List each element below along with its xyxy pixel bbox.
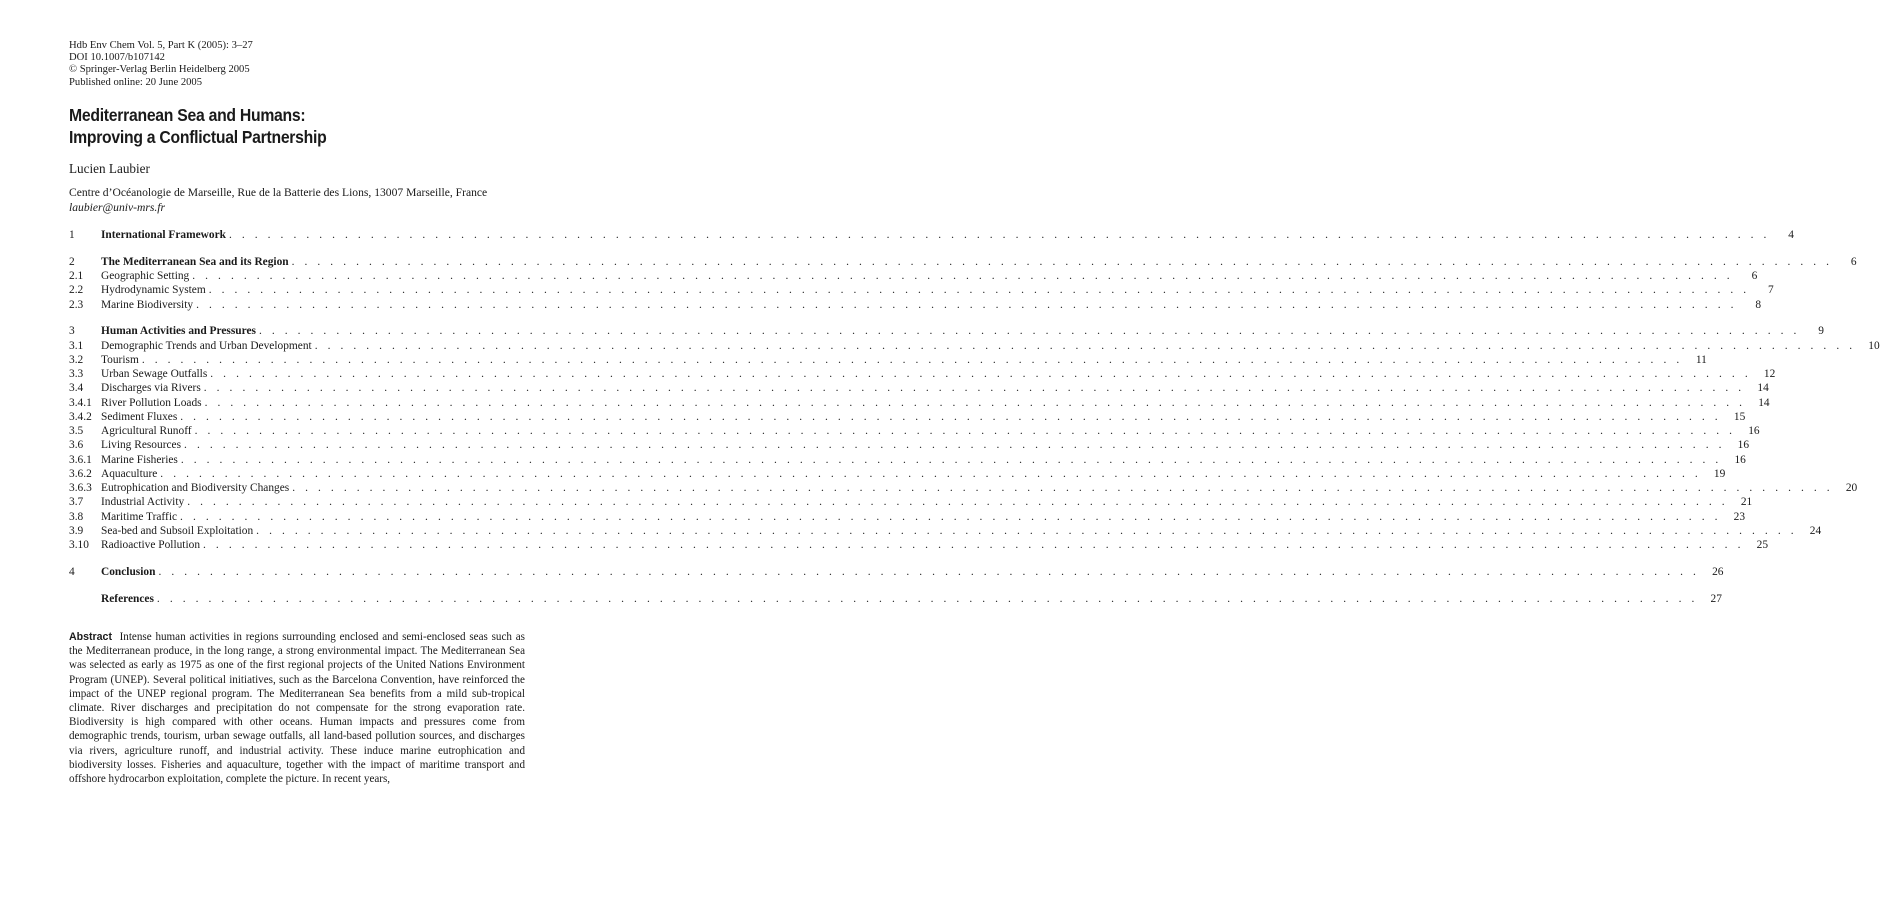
toc-entry-number: 3.1: [69, 339, 84, 352]
toc-entry-page: 25: [1756, 539, 1769, 551]
toc-dot-leader: . . . . . . . . . . . . . . . . . . . . . . . . . . . . . . . . . . . . . . . . . . . . . . . . . . . . . . . . . . . . . . . . . . . . . . . . . . . . . . . . . . . . . . . . . . . . . . . . . . . . . . . . . . . . . . . . . . . . . . . .: [180, 510, 1722, 523]
toc-entry-page: 11: [1695, 353, 1707, 366]
toc-dot-leader: . . . . . . . . . . . . . . . . . . . . . . . . . . . . . . . . . . . . . . . . . . . . . . . . . . . . . . . . . . . . . . . . . . . . . . . . . . . . . . . . . . . . . . . . . . . . . . . . . . . . . . . . . . . . . . . . . . . . . . . .: [258, 325, 1800, 338]
toc-entry-page: 16: [1734, 453, 1746, 466]
toc-entry-title: Conclusion: [101, 565, 156, 578]
toc-entry-title: Sediment Fluxes: [101, 410, 178, 423]
toc-entry-number: 3.7: [69, 496, 84, 509]
toc-dot-leader: . . . . . . . . . . . . . . . . . . . . . . . . . . . . . . . . . . . . . . . . . . . . . . . . . . . . . . . . . . . . . . . . . . . . . . . . . . . . . . . . . . . . . . . . . . . . . . . . . . . . . . . . . . . . . . . . . . . . . . . .: [292, 482, 1834, 494]
title-line-2: Improving a Conflictual Partnership: [69, 127, 327, 147]
abstract-text: Intense human activities in regions surrounding enclosed and semi-enclosed seas such as the Mediterranean produce, in the long range, a strong environmental impact. The Mediterranean Sea was selected as early as 1975 as one of the first regional projects of the United Nations Environment Program (UNEP). Several political initiatives, such as the Barcelona Convention, have reinforced the impact of the UNEP regional program. The Mediterranean Sea benefits from a mild sub-tropical climate. River discharges and precipitation do not compensate for the strong evaporation rate. Biodiversity is high compared with other oceans. Human impacts and pressures come from demographic trends, tourism, urban sewage outfalls, all land-based pollution sources, and discharges via rivers, agriculture runoff, and industrial activity. These induce marine eutrophication and biodiversity losses. Fisheries and aquaculture, together with the impact of maritime transport and offshore hydrocarbon exploitation, complete the picture. In recent years,: [69, 631, 526, 786]
toc-entry-title: Tourism: [101, 353, 139, 366]
toc-entry-number: 2.2: [69, 284, 84, 297]
toc-entry-title: Marine Biodiversity: [101, 298, 194, 311]
toc-entry-page: 8: [1755, 298, 1762, 311]
toc-entry[interactable]: [69, 269, 1758, 283]
toc-entry[interactable]: [69, 438, 1750, 452]
toc-entry-page: 9: [1818, 325, 1824, 338]
toc-entry-page: 4: [1788, 229, 1794, 241]
toc-entry[interactable]: [69, 283, 1774, 297]
toc-entry-title: International Framework: [101, 229, 226, 241]
toc-entry-number: 3.4: [69, 382, 84, 395]
toc-entry-page: 14: [1758, 396, 1770, 409]
toc-entry-number: 3.6.2: [69, 467, 92, 480]
toc-entry-page: 15: [1733, 410, 1746, 423]
toc-dot-leader: . . . . . . . . . . . . . . . . . . . . . . . . . . . . . . . . . . . . . . . . . . . . . . . . . . . . . . . . . . . . . . . . . . . . . . . . . . . . . . . . . . . . . . . . . . . . . . . . . . . . . . . . . . . . . . . . . . . . . . . .: [187, 496, 1729, 509]
table-of-contents: [69, 228, 1880, 606]
toc-entry[interactable]: [69, 524, 1822, 538]
toc-entry-number: 3.2: [69, 353, 84, 366]
toc-dot-leader: . . . . . . . . . . . . . . . . . . . . . . . . . . . . . . . . . . . . . . . . . . . . . . . . . . . . . . . . . . . . . . . . . . . . . . . . . . . . . . . . . . . . . . . . . . . . . . . . . . . . . . . . . . . . . . . . . . . . . . . .: [291, 255, 1833, 268]
toc-entry-title: Living Resources: [101, 439, 182, 452]
toc-entry-title: Radioactive Pollution: [101, 539, 201, 551]
toc-entry[interactable]: [69, 565, 1724, 579]
abstract: [69, 630, 525, 786]
toc-dot-leader: . . . . . . . . . . . . . . . . . . . . . . . . . . . . . . . . . . . . . . . . . . . . . . . . . . . . . . . . . . . . . . . . . . . . . . . . . . . . . . . . . . . . . . . . . . . . . . . . . . . . . . . . . . . . . . . . . . . . . . . .: [228, 229, 1770, 241]
toc-entry-number: 3.6.1: [69, 453, 92, 466]
toc-entry-page: 23: [1733, 510, 1746, 523]
toc-entry-page: 7: [1768, 284, 1774, 297]
toc-entry-title: Discharges via Rivers: [101, 382, 201, 395]
journal-citation: Hdb Env Chem Vol. 5, Part K (2005): 3–27: [69, 40, 253, 51]
toc-entry[interactable]: [69, 396, 1770, 410]
toc-entry[interactable]: [69, 324, 1824, 338]
toc-dot-leader: . . . . . . . . . . . . . . . . . . . . . . . . . . . . . . . . . . . . . . . . . . . . . . . . . . . . . . . . . . . . . . . . . . . . . . . . . . . . . . . . . . . . . . . . . . . . . . . . . . . . . . . . . . . . . . . . . . . . . . . .: [196, 298, 1738, 311]
toc-entry[interactable]: [69, 255, 1857, 269]
toc-entry-page: 6: [1751, 270, 1758, 282]
abstract-label: Abstract: [69, 631, 112, 643]
toc-entry[interactable]: [69, 367, 1776, 381]
affiliation: [69, 186, 487, 215]
toc-entry-title: References: [101, 592, 154, 605]
toc-dot-leader: . . . . . . . . . . . . . . . . . . . . . . . . . . . . . . . . . . . . . . . . . . . . . . . . . . . . . . . . . . . . . . . . . . . . . . . . . . . . . . . . . . . . . . . . . . . . . . . . . . . . . . . . . . . . . . . . . . . . . . . .: [141, 353, 1683, 366]
toc-entry-page: 20: [1845, 482, 1858, 494]
toc-entry-number: 2.3: [69, 298, 84, 311]
toc-entry-number: 1: [69, 229, 75, 241]
toc-entry-title: Sea-bed and Subsoil Exploitation: [101, 524, 254, 537]
toc-entry-page: 21: [1740, 496, 1753, 509]
toc-dot-leader: . . . . . . . . . . . . . . . . . . . . . . . . . . . . . . . . . . . . . . . . . . . . . . . . . . . . . . . . . . . . . . . . . . . . . . . . . . . . . . . . . . . . . . . . . . . . . . . . . . . . . . . . . . . . . . . . . . . . . . . .: [184, 439, 1726, 452]
copyright: © Springer-Verlag Berlin Heidelberg 2005: [69, 64, 250, 76]
toc-dot-leader: . . . . . . . . . . . . . . . . . . . . . . . . . . . . . . . . . . . . . . . . . . . . . . . . . . . . . . . . . . . . . . . . . . . . . . . . . . . . . . . . . . . . . . . . . . . . . . . . . . . . . . . . . . . . . . . . . . . . . . . .: [180, 453, 1722, 466]
toc-entry-title: Marine Fisheries: [101, 453, 178, 466]
toc-dot-leader: . . . . . . . . . . . . . . . . . . . . . . . . . . . . . . . . . . . . . . . . . . . . . . . . . . . . . . . . . . . . . . . . . . . . . . . . . . . . . . . . . . . . . . . . . . . . . . . . . . . . . . . . . . . . . . . . . . . . . . . .: [204, 396, 1746, 409]
toc-entry-number: 3.6.3: [69, 482, 92, 494]
toc-entry-title: Industrial Activity: [101, 496, 185, 509]
toc-dot-leader: . . . . . . . . . . . . . . . . . . . . . . . . . . . . . . . . . . . . . . . . . . . . . . . . . . . . . . . . . . . . . . . . . . . . . . . . . . . . . . . . . . . . . . . . . . . . . . . . . . . . . . . . . . . . . . . . . . . . . . . .: [194, 425, 1736, 437]
toc-entry-title: Human Activities and Pressures: [101, 325, 256, 338]
toc-entry-number: 3: [69, 325, 75, 338]
toc-entry-number: 3.10: [69, 539, 89, 551]
toc-entry[interactable]: [69, 424, 1760, 438]
toc-entry-number: 3.3: [69, 368, 84, 380]
toc-entry[interactable]: [69, 495, 1753, 509]
toc-entry-title: Agricultural Runoff: [101, 425, 192, 437]
toc-entry-page: 16: [1737, 439, 1750, 452]
toc-entry-title: Eutrophication and Biodiversity Changes: [101, 482, 290, 494]
toc-dot-leader: . . . . . . . . . . . . . . . . . . . . . . . . . . . . . . . . . . . . . . . . . . . . . . . . . . . . . . . . . . . . . . . . . . . . . . . . . . . . . . . . . . . . . . . . . . . . . . . . . . . . . . . . . . . . . . . . . . . . . . . .: [158, 565, 1700, 578]
toc-entry-number: 3.6: [69, 439, 84, 452]
author-email[interactable]: laubier@univ-mrs.fr: [69, 200, 166, 214]
toc-entry[interactable]: [69, 538, 1769, 552]
toc-entry-title: Urban Sewage Outfalls: [101, 368, 208, 380]
toc-entry-number: 4: [69, 565, 75, 578]
published-date: Published online: 20 June 2005: [69, 76, 203, 88]
toc-entry[interactable]: [69, 592, 1722, 606]
toc-entry-title: Hydrodynamic System: [101, 284, 206, 297]
toc-entry-page: 14: [1757, 382, 1769, 395]
toc-entry-title: Aquaculture: [101, 467, 158, 480]
toc-dot-leader: . . . . . . . . . . . . . . . . . . . . . . . . . . . . . . . . . . . . . . . . . . . . . . . . . . . . . . . . . . . . . . . . . . . . . . . . . . . . . . . . . . . . . . . . . . . . . . . . . . . . . . . . . . . . . . . . . . . . . . . .: [160, 467, 1702, 480]
toc-entry[interactable]: [69, 381, 1769, 395]
toc-entry-page: 19: [1713, 467, 1726, 480]
toc-entry-page: 27: [1710, 592, 1722, 605]
toc-entry[interactable]: [69, 467, 1726, 481]
toc-dot-leader: . . . . . . . . . . . . . . . . . . . . . . . . . . . . . . . . . . . . . . . . . . . . . . . . . . . . . . . . . . . . . . . . . . . . . . . . . . . . . . . . . . . . . . . . . . . . . . . . . . . . . . . . . . . . . . . . . . . . . . . .: [203, 382, 1745, 395]
toc-dot-leader: . . . . . . . . . . . . . . . . . . . . . . . . . . . . . . . . . . . . . . . . . . . . . . . . . . . . . . . . . . . . . . . . . . . . . . . . . . . . . . . . . . . . . . . . . . . . . . . . . . . . . . . . . . . . . . . . . . . . . . . .: [256, 524, 1798, 537]
toc-entry[interactable]: [69, 481, 1858, 495]
toc-entry-page: 16: [1748, 425, 1760, 437]
toc-dot-leader: . . . . . . . . . . . . . . . . . . . . . . . . . . . . . . . . . . . . . . . . . . . . . . . . . . . . . . . . . . . . . . . . . . . . . . . . . . . . . . . . . . . . . . . . . . . . . . . . . . . . . . . . . . . . . . . . . . . . . . . .: [210, 368, 1752, 380]
title-line-1: Mediterranean Sea and Humans:: [69, 105, 306, 125]
toc-dot-leader: . . . . . . . . . . . . . . . . . . . . . . . . . . . . . . . . . . . . . . . . . . . . . . . . . . . . . . . . . . . . . . . . . . . . . . . . . . . . . . . . . . . . . . . . . . . . . . . . . . . . . . . . . . . . . . . . . . . . . . . .: [208, 284, 1750, 297]
toc-entry[interactable]: [69, 453, 1746, 467]
toc-entry-number: 3.4.1: [69, 396, 92, 409]
toc-entry-title: The Mediterranean Sea and its Region: [101, 255, 289, 268]
toc-entry[interactable]: [69, 298, 1762, 312]
toc-dot-leader: . . . . . . . . . . . . . . . . . . . . . . . . . . . . . . . . . . . . . . . . . . . . . . . . . . . . . . . . . . . . . . . . . . . . . . . . . . . . . . . . . . . . . . . . . . . . . . . . . . . . . . . . . . . . . . . . . . . . . . . .: [314, 339, 1856, 352]
toc-entry[interactable]: [69, 510, 1746, 524]
toc-entry[interactable]: [69, 228, 1794, 242]
toc-entry-page: 24: [1809, 524, 1822, 537]
toc-entry-title: Geographic Setting: [101, 270, 190, 282]
toc-entry-page: 26: [1712, 565, 1724, 578]
toc-entry-number: 3.4.2: [69, 410, 92, 423]
toc-entry-title: Demographic Trends and Urban Development: [101, 339, 312, 352]
toc-entry-page: 6: [1850, 255, 1857, 268]
toc-entry[interactable]: [69, 410, 1746, 424]
author-name: Lucien Laubier: [69, 161, 150, 176]
toc-entry-number: 3.9: [69, 524, 84, 537]
paper-title: [69, 104, 326, 148]
affiliation-address: Centre d’Océanologie de Marseille, Rue de la Batterie des Lions, 13007 Marseille, France: [69, 186, 488, 199]
publication-metadata: [69, 40, 253, 89]
toc-entry-number: 3.5: [69, 425, 84, 437]
toc-entry[interactable]: [69, 339, 1880, 353]
toc-entry[interactable]: [69, 353, 1707, 367]
toc-dot-leader: . . . . . . . . . . . . . . . . . . . . . . . . . . . . . . . . . . . . . . . . . . . . . . . . . . . . . . . . . . . . . . . . . . . . . . . . . . . . . . . . . . . . . . . . . . . . . . . . . . . . . . . . . . . . . . . . . . . . . . . .: [203, 539, 1745, 551]
toc-entry-page: 12: [1763, 368, 1776, 380]
toc-dot-leader: . . . . . . . . . . . . . . . . . . . . . . . . . . . . . . . . . . . . . . . . . . . . . . . . . . . . . . . . . . . . . . . . . . . . . . . . . . . . . . . . . . . . . . . . . . . . . . . . . . . . . . . . . . . . . . . . . . . . . . . .: [180, 410, 1722, 423]
doi: DOI 10.1007/b107142: [69, 52, 165, 64]
toc-entry-title: River Pollution Loads: [101, 396, 202, 409]
toc-entry-page: 10: [1868, 339, 1880, 352]
toc-entry-title: Maritime Traffic: [101, 510, 178, 523]
toc-dot-leader: . . . . . . . . . . . . . . . . . . . . . . . . . . . . . . . . . . . . . . . . . . . . . . . . . . . . . . . . . . . . . . . . . . . . . . . . . . . . . . . . . . . . . . . . . . . . . . . . . . . . . . . . . . . . . . . . . . . . . . . .: [192, 270, 1734, 282]
toc-entry-number: 2.1: [69, 270, 84, 282]
toc-entry-number: 2: [69, 255, 75, 268]
toc-dot-leader: . . . . . . . . . . . . . . . . . . . . . . . . . . . . . . . . . . . . . . . . . . . . . . . . . . . . . . . . . . . . . . . . . . . . . . . . . . . . . . . . . . . . . . . . . . . . . . . . . . . . . . . . . . . . . . . . . . . . . . . .: [156, 592, 1698, 605]
toc-entry-number: 3.8: [69, 510, 84, 523]
